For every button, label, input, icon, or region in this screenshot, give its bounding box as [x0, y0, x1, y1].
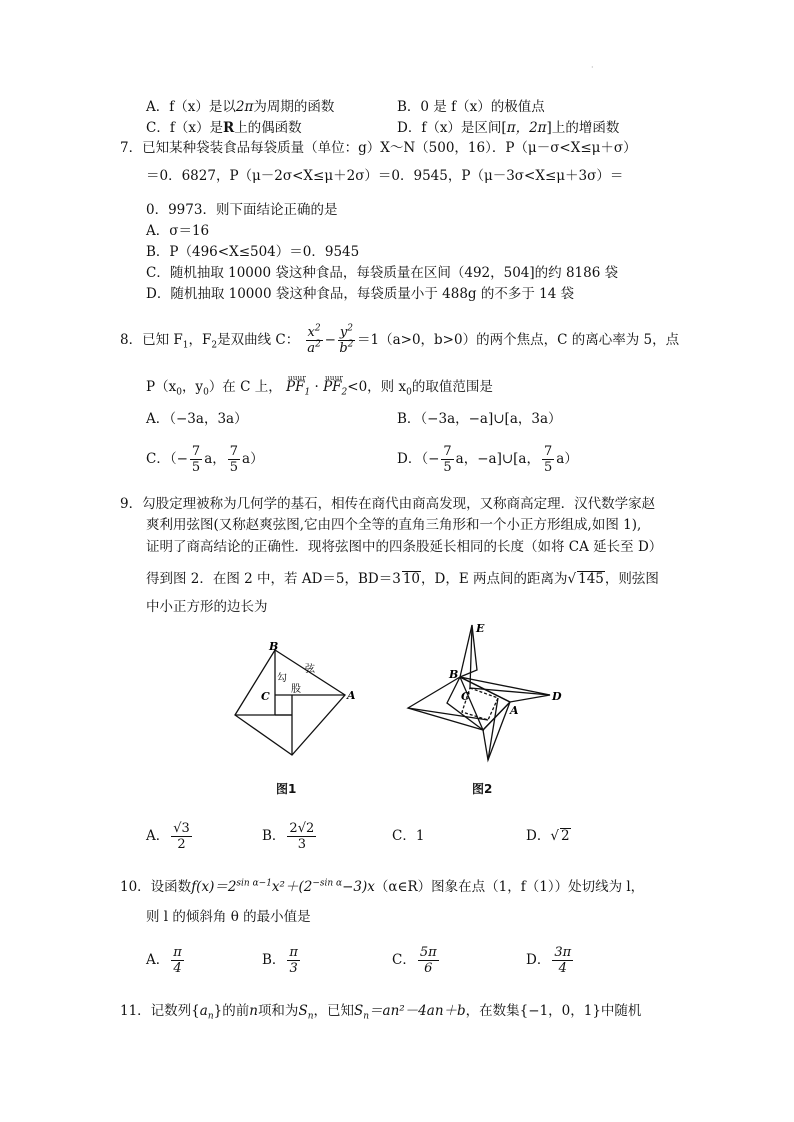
fig2-label-b: B	[449, 668, 459, 681]
q9-option-d: D．√ 2	[526, 828, 570, 844]
page-mark: ·	[591, 63, 594, 72]
q10-option-c: C． $\frac{5\pi}{6}$	[392, 945, 437, 976]
figure-1-caption: 图1	[276, 782, 297, 796]
fig2-label-e: E	[476, 622, 485, 635]
q6-option-d: D．f（x）是区间[π，2π]上的增函数	[397, 120, 620, 136]
q9-stem-line2: 爽利用弦图(又称赵爽弦图,它由四个全等的直角三角形和一个小正方形组成,如图 1),	[146, 517, 642, 533]
q9-option-a: A． $\frac{√3}{2}$	[146, 821, 190, 852]
q8-option-b: B．（−3a，−a]∪[a，3a）	[397, 411, 562, 427]
fig2-label-d: D	[552, 690, 562, 703]
fig1-label-b: B	[269, 640, 279, 653]
q7-option-d: D．随机抽取 10000 袋这种食品，每袋质量小于 488g 的不多于 14 袋	[146, 286, 575, 302]
q8-option-d: D．（− $\frac{7}{5}$ a，−a]∪[a， $\frac{7}{5}$ a）	[397, 444, 578, 475]
q9-option-c: C．1	[392, 828, 425, 844]
q11-stem-line1: 11．记数列$\{a_n\}$的前n项和为$S_n$，已知$S_n=an^2-4an+b$，在数集{−1，0，1}中随机	[120, 1003, 642, 1022]
q7-option-c: C．随机抽取 10000 袋这种食品，每袋质量在区间（492，504]的约 8186 袋	[146, 265, 619, 281]
q10-option-a: A． $\frac{\pi}{4}$	[146, 945, 182, 976]
fig1-label-c: C	[261, 690, 270, 703]
q6-option-c: C．f（x）是R上的偶函数	[146, 120, 302, 136]
q6-option-a: A．f（x）是以2π为周期的函数	[146, 99, 335, 115]
q7-option-a: A．σ＝16	[146, 223, 210, 239]
q6-option-b: B．0 是 f（x）的极值点	[397, 99, 545, 115]
figure-1-zhao-shuang-diagram	[225, 638, 360, 763]
q8-frac-y: $\frac{y^2}{b^2}$	[339, 323, 354, 356]
q10-option-d: D． $\frac{3\pi}{4}$	[526, 945, 572, 976]
q8-stem-line1: 8．已知 $F_1$，$F_2$是双曲线 C： $\frac{x^2}{a^2}$ − $\frac{y^2}{b^2}$ ＝1（a>0，b>0）的两个焦点，C 的离心率为 5，点	[120, 323, 680, 356]
q8-option-c: C．（− $\frac{7}{5}$ a， $\frac{7}{5}$ a）	[146, 444, 264, 475]
q7-option-b: B．P（496<X≤504）＝0．9545	[146, 244, 360, 260]
fig1-label-a: A	[347, 689, 356, 702]
q9-stem-line3: 证明了商高结论的正确性．现将弦图中的四条股延长相同的长度（如将 CA 延长至 D）	[146, 539, 663, 555]
q7-stem-line1: 7．已知某种袋装食品每袋质量（单位：g）X～N（500，16）．P（μ－σ<X≤μ＋σ）	[120, 140, 637, 156]
q8-frac-x: $\frac{x^2}{a^2}$	[307, 323, 321, 356]
figure-2-extended-pinwheel	[400, 620, 575, 770]
q8-stem-line2: $P(x_0$，$y_0$）在 C 上， uuur $PF_1$ · uuur $PF_2<0$，则 $x_0$的取值范围是	[146, 378, 493, 396]
q9-stem-line4: 得到图 2．在图 2 中，若 AD＝5，BD＝3 10，D，E 两点间的距离为√ 145，则弦图	[146, 571, 659, 587]
q8-option-a: A．（−3a，3a）	[146, 411, 248, 427]
q10-stem-line1: 10．设函数$f(x)=2^{sin \alpha-1}x^2+(2^{-sin \alpha}-3)x(\alpha\in R)$图象在点（1，f（1））处切线为 l，	[120, 878, 645, 895]
fig1-label-gu: 股	[291, 684, 301, 695]
fig2-label-c: C	[461, 690, 470, 703]
q9-stem-line1: 9．勾股定理被称为几何学的基石，相传在商代由商高发现，又称商高定理．汉代数学家赵	[120, 496, 656, 512]
fig1-label-gou: 勾	[277, 673, 287, 684]
q7-stem-line2: ＝0．6827，P（μ－2σ<X≤μ＋2σ）＝0．9545，P（μ－3σ<X≤μ＋3σ）＝	[146, 168, 624, 184]
q9-option-b: B． $\frac{2√2}{3}$	[262, 821, 315, 852]
q9-stem-line5: 中小正方形的边长为	[146, 599, 268, 615]
figure-2-caption: 图2	[472, 782, 493, 796]
q10-stem-line2: 则 l 的倾斜角 θ 的最小值是	[146, 909, 311, 925]
fig2-label-a: A	[510, 704, 519, 717]
fig1-label-xian: 弦	[305, 664, 315, 675]
q10-option-b: B． $\frac{\pi}{3}$	[262, 945, 298, 976]
q7-stem-line3: 0．9973．则下面结论正确的是	[146, 202, 338, 218]
